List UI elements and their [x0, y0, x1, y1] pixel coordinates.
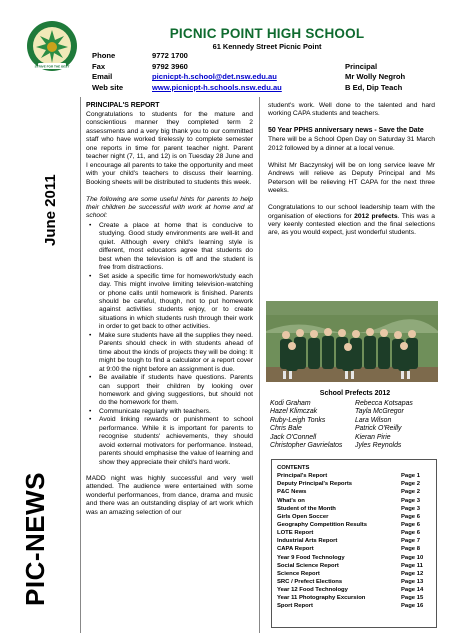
prefect-name: Kieran Pirie: [355, 433, 391, 441]
prefect-name: Kodi Graham: [270, 399, 311, 407]
prefect-name: Lara Wilson: [355, 416, 392, 424]
column-divider: [80, 97, 81, 633]
contact-block: [92, 51, 442, 93]
contents-item[interactable]: SRC / Prefect Elections Page 13: [277, 578, 424, 585]
madd-night-continued: student's work. Well done to the talented and hard working CAPA students and teachers.: [268, 102, 435, 118]
contact-row-website: [92, 83, 442, 94]
list-item: • Be available if students have questions. Parents can support their children by looking over homework and giving suggestions, but should not do the homework for them.: [86, 374, 253, 408]
right-column: [268, 102, 435, 246]
parent-hints-list: [86, 222, 253, 467]
column-divider: [259, 97, 260, 633]
contents-item[interactable]: Social Science Report Page 11: [277, 562, 423, 569]
contents-item[interactable]: Principal's Report Page 1: [277, 473, 420, 480]
logo-motto: STRIVE FOR THE BEST: [34, 64, 70, 69]
table-of-contents: [271, 459, 437, 628]
contents-item[interactable]: Industrial Arts Report Page 7: [277, 538, 420, 545]
principal-title: Principal: [345, 61, 378, 71]
contact-label: Email: [92, 72, 113, 82]
contents-item[interactable]: Science Report Page 12: [277, 570, 424, 577]
contact-label: Fax: [92, 61, 106, 71]
prefect-name: Christopher Gavrielatos: [270, 442, 343, 449]
prefects-list: [270, 390, 440, 451]
list-item: • Avoid linking rewards or punishment to school performance. While it is important for parents to recognise students' achievements, they should avoid external motivators for performance. Instead, parents should emphasise the value of learning and show they appreciate their child's hard work.: [86, 416, 253, 467]
contents-item[interactable]: What's on Page 3: [277, 497, 420, 504]
prefect-name: Jyles Reynolds: [355, 442, 402, 449]
prefect-congrats-text: Congratulations to our school leadership team with the organisation of elections for 2012 prefects. This was a very keenly contested election and the final selections are, as you would expect, just wonderful students.: [268, 204, 435, 237]
newsletter-title: PIC-NEWS: [20, 472, 50, 606]
prefect-name: Jack O'Connell: [270, 433, 317, 441]
school-address: 61 Kennedy Street Picnic Point: [212, 42, 322, 51]
prefect-name: Tayla McGregor: [355, 408, 404, 415]
contact-row-fax: [92, 62, 442, 73]
contents-item[interactable]: Geography Competition Results Page 6: [277, 521, 420, 528]
list-item: • Communicate regularly with teachers.: [86, 408, 253, 416]
phone-value: 9772 1700: [152, 51, 188, 60]
madd-night-paragraph: MADD night was highly successful and very well attended. The audience were entertained with some wonderful performances, from dance, drama and music and there was an outstanding display of art work which was an amazing selection of our: [86, 475, 253, 516]
contents-item[interactable]: CAPA Report Page 8: [277, 546, 420, 553]
contents-item[interactable]: Year 9 Food Technology Page 10: [277, 554, 424, 561]
contact-label: Web site: [92, 82, 124, 92]
contact-label: Phone: [92, 51, 116, 60]
contents-item[interactable]: Sport Report Page 16: [277, 603, 424, 610]
contents-item[interactable]: Student of the Month Page 3: [277, 505, 420, 512]
prefect-name: Ruby-Leigh Tonks: [270, 416, 326, 424]
anniversary-text: There will be a School Open Day on Saturday 31 March 2012 followed by a dinner at a local venue.: [268, 136, 435, 152]
issue-date: June 2011: [42, 174, 59, 246]
contents-item[interactable]: P&C News Page 2: [277, 489, 420, 496]
list-item: • Create a place at home that is conducive to studying. Good study environments are well-lit and quiet. Although every child's learning style is different, most educators agree that students do best when the television is off and the student is free from distractions.: [86, 222, 253, 273]
list-item: • Set aside a specific time for homework/study each day. This might involve limiting television-watching or phone calls until homework is finished. Parents should be careful, though, not to put homework against activities students enjoy, or to create situations in which students rush through their work in order to get back to other activities.: [86, 273, 253, 332]
school-crest-logo: [26, 20, 78, 72]
prefect-name: Chris Bale: [270, 425, 302, 432]
contents-item[interactable]: LOTE Report Page 6: [277, 530, 420, 537]
website-link[interactable]: www.picnicpt-h.schools.nsw.edu.au: [152, 82, 282, 92]
school-name: PICNIC POINT HIGH SCHOOL: [169, 26, 365, 41]
principal-qualifications: B Ed, Dip Teach: [345, 82, 403, 92]
contents-item[interactable]: Year 11 Photography Excursion Page 15: [277, 595, 424, 602]
principal-report-heading: PRINCIPAL'S REPORT: [86, 102, 160, 109]
principal-name: Mr Wolly Negroh: [345, 72, 406, 82]
contents-item[interactable]: Girls Open Soccer Page 6: [277, 513, 420, 520]
contents-item[interactable]: Year 12 Food Technology Page 14: [277, 587, 424, 594]
prefects-grid: [270, 400, 440, 451]
staff-leave-text: Whilst Mr Baczynskyj will be on long service leave Mr Andrews will relieve as Deputy Principal and Ms Peterson will be relieving HT CAPA for the next three weeks.: [268, 161, 435, 195]
anniversary-heading: 50 Year PPHS anniversary news - Save the Date: [268, 127, 424, 135]
contents-title: CONTENTS: [277, 465, 310, 471]
prefect-name: Hazel Klimczak: [270, 408, 318, 415]
email-link[interactable]: picnicpt-h.school@det.nsw.edu.au: [152, 72, 277, 82]
prefects-title: School Prefects 2012: [319, 390, 391, 397]
parent-hints-intro: The following are some useful hints for parents to help their children be successful with work at home and at school:: [86, 195, 253, 220]
prefects-group-photo: [266, 301, 438, 382]
prefect-name: Rebecca Kotsapas: [355, 399, 413, 407]
contact-row-phone: [92, 51, 442, 62]
principal-report-column: [86, 102, 253, 526]
list-item: • Make sure students have all the supplies they need. Parents should check in with students ahead of time about the kinds of projects they will be doing: It might be tough to find a calculator or a report cover at 9:00 the night before an assignment is due.: [86, 332, 253, 374]
prefect-name: Patrick O'Reilly: [355, 425, 402, 432]
fax-value: 9792 3960: [152, 61, 188, 71]
principal-report-intro: Congratulations to students for the mature and conscientious manner they completed term 2 assessments and a very big thank you to our committed staff who have worked tirelessly to complete semester one reports in time for parent teacher night. Parent teacher night (7, 11, and 12) is on Tuesday 28 June and I encourage all parents to take the opportunity and meet with your child's teachers to discuss their learning. Booking sheets will be distributed to students this week.: [86, 110, 253, 186]
contents-item[interactable]: Deputy Principal's Reports Page 2: [277, 481, 420, 488]
contact-row-email: [92, 72, 442, 83]
